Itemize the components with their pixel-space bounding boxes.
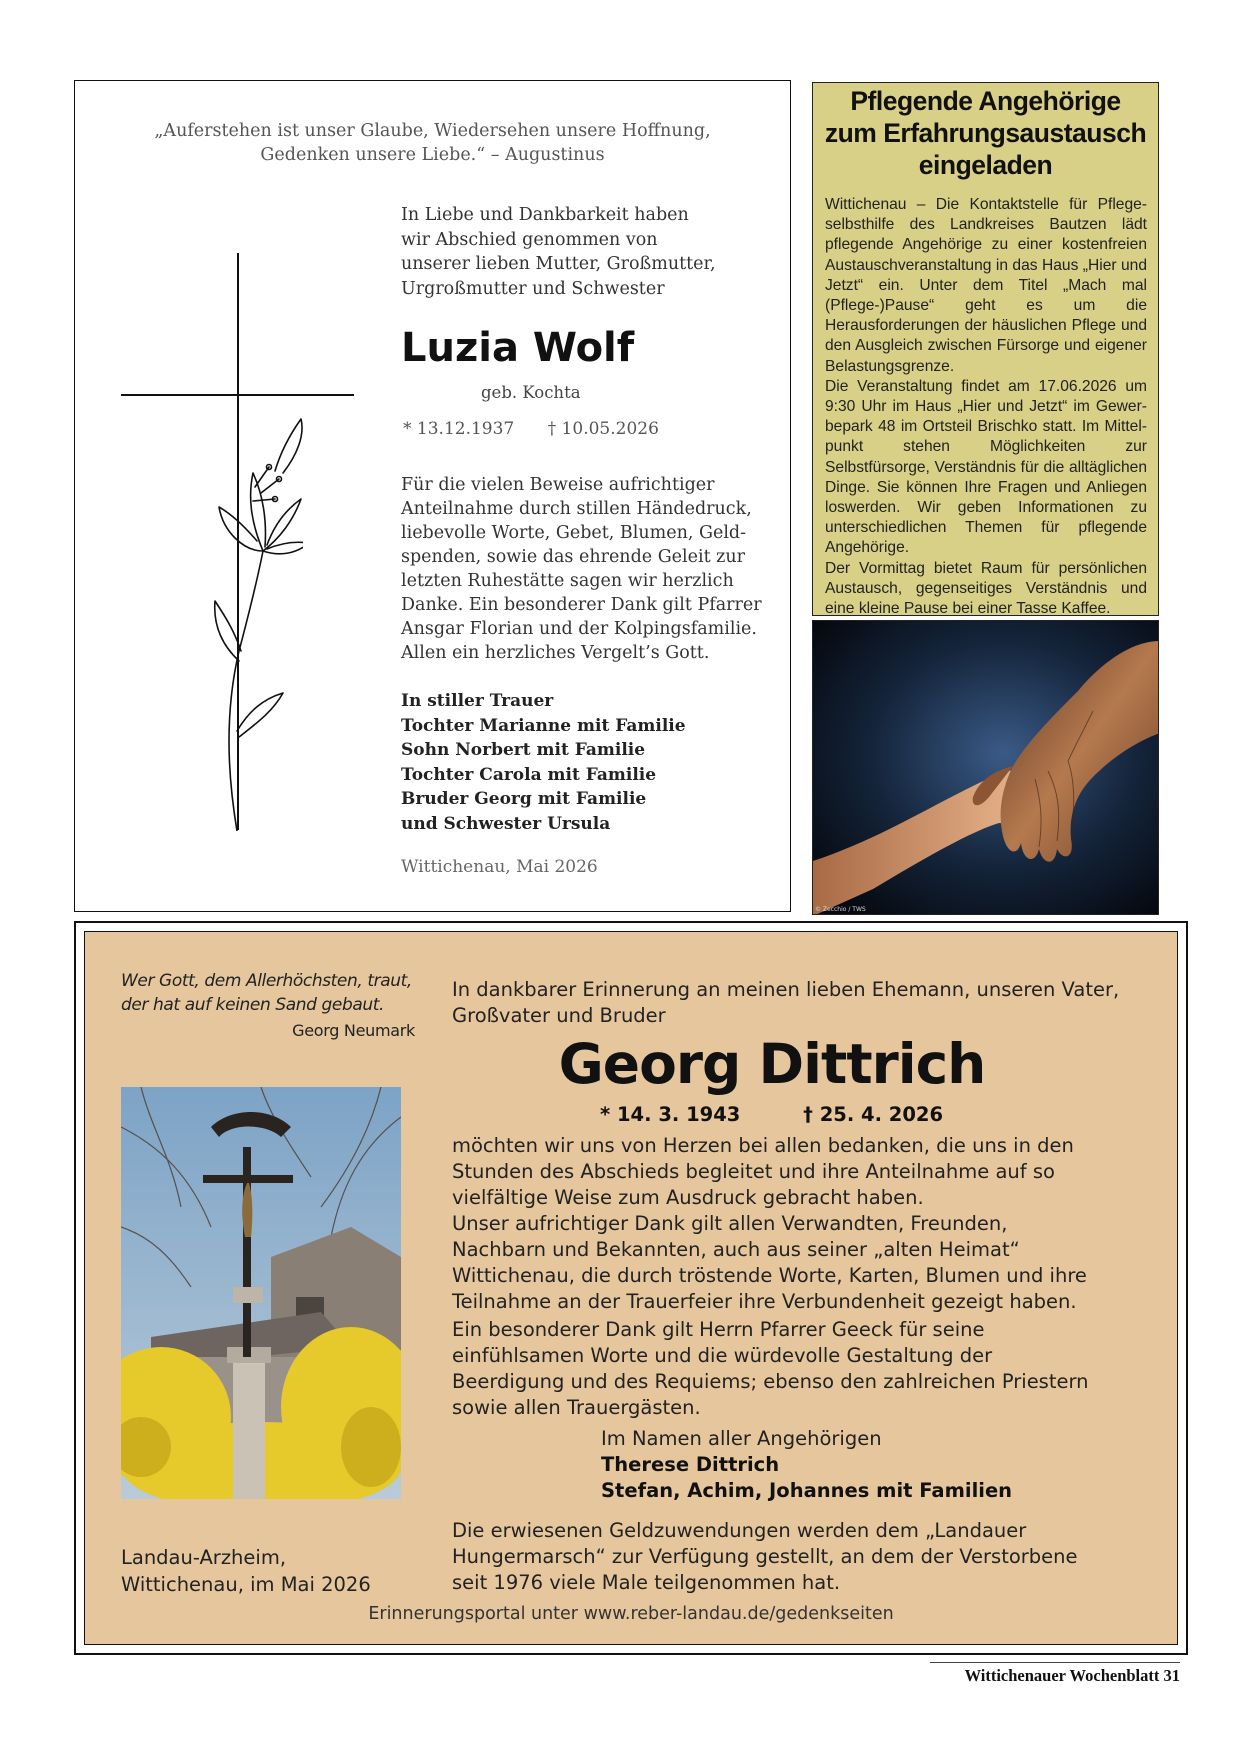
photo-credit: © Zecchio / TWS (815, 906, 866, 913)
thanks-line: Nachbarn und Bekannten, auch aus seiner „alten Heimat“ (452, 1238, 1020, 1261)
birth-date: * 14. 3. 1943 (600, 1103, 741, 1126)
thanks-line: Allen ein herzliches Vergelt’s Gott. (401, 643, 710, 663)
maiden-name: geb. Kochta (481, 383, 581, 402)
thanks-line: Wittichenau, die durch tröstende Worte, Karten, Blumen und ihre (452, 1264, 1087, 1287)
title-line: zum Erfahrungsaustausch (824, 118, 1147, 148)
obituary-intro (401, 203, 741, 301)
quote-line: Gedenken unsere Liebe.“ – Augustinus (260, 145, 605, 165)
memorial-portal-link: Erinnerungsportal unter www.reber-landau.de/gedenkseiten (368, 1604, 894, 1624)
intro-line: Urgroßmutter und Schwester (401, 278, 665, 299)
hands-image (813, 621, 1159, 915)
thanks-line: vielfältige Weise zum Ausdruck gebracht haben. (452, 1186, 924, 1209)
mourner-line: In stiller Trauer (401, 691, 554, 711)
note-line: Die erwiesenen Geldzuwendungen werden dem „Landauer (452, 1519, 1027, 1542)
deceased-name: Georg Dittrich (558, 1032, 986, 1096)
thanks-line: sowie allen Trauergästen. (452, 1396, 701, 1419)
death-date: † 10.05.2026 (547, 419, 659, 439)
mourner-line: Tochter Carola mit Familie (401, 764, 657, 785)
intro-line: unserer lieben Mutter, Großmutter, (401, 254, 716, 274)
mourner-line: Tochter Marianne mit Familie (401, 715, 686, 736)
obituary-intro (452, 977, 1152, 1029)
mourners-list (401, 689, 741, 836)
mourner-line: Sohn Norbert mit Familie (401, 740, 646, 760)
place-line: Landau-Arzheim, (121, 1546, 287, 1569)
sign-intro: Im Namen aller Angehörigen (601, 1427, 882, 1450)
notice-paragraph: Der Vormittag bietet Raum für persönlichen Austausch, gegenseitiges Verständnis und eine kleine Pause bei einer Tasse Kaffee. (825, 559, 1147, 618)
thanks-line: spenden, sowie das ehrende Geleit zur (401, 547, 746, 567)
obituary-quote (75, 119, 790, 167)
notice-paragraph: Wittichenau – Die Kontaktstelle für Pflege-selbsthilfe des Landkreises Bautzen lädt pflegende Angehörige zu einer kostenfreien Austauschveranstaltung in das Haus „Hier und Jetzt“ ein. Unter dem Titel „Mach mal (Pflege-)Pause“ geht es um die Herausforderungen der häuslichen Pflege und den Ausgleich zwischen Fürsorge und eigener Belastungsgrenze. (825, 196, 1147, 375)
notice-body (825, 195, 1147, 660)
caregiver-notice (812, 82, 1159, 616)
obituary-thanks (401, 473, 762, 665)
sign-name: Therese Dittrich (601, 1453, 780, 1476)
wayside-cross-image (121, 1087, 401, 1499)
verse-author: Georg Neumark (292, 1021, 415, 1040)
life-dates (403, 419, 743, 439)
obituary-luzia-wolf (74, 80, 791, 912)
obituary-georg-dittrich (84, 931, 1178, 1645)
wayside-cross-photo (121, 1087, 401, 1499)
donation-note (452, 1518, 1152, 1596)
intro-line: In Liebe und Dankbarkeit haben (401, 205, 689, 225)
thanks-line: Für die vielen Beweise aufrichtiger (401, 475, 715, 495)
cross-beam (121, 394, 354, 396)
place-date: Wittichenau, Mai 2026 (401, 857, 598, 877)
intro-line: wir Abschied genommen von (401, 229, 658, 250)
sign-name: Stefan, Achim, Johannes mit Familien (601, 1479, 1013, 1502)
place-line: Wittichenau, im Mai 2026 (121, 1573, 371, 1596)
obituary-thanks (452, 1133, 1152, 1421)
mourner-line: Bruder Georg mit Familie (401, 789, 647, 809)
verse-line: Wer Gott, dem Allerhöchsten, traut, (121, 971, 412, 991)
thanks-line: möchten wir uns von Herzen bei allen bedanken, die uns in den (452, 1134, 1074, 1157)
hands-photo (812, 620, 1159, 915)
title-line: Pflegende Angehörige (850, 86, 1121, 116)
intro-line: In dankbarer Erinnerung an meinen lieben Ehemann, unseren Vater, (452, 978, 1120, 1001)
verse-line: der hat auf keinen Sand gebaut. (121, 995, 385, 1015)
note-line: seit 1976 viele Male teilgenommen hat. (452, 1571, 841, 1594)
thanks-line: Danke. Ein besonderer Dank gilt Pfarrer (401, 595, 762, 615)
page-footer: Wittichenauer Wochenblatt 31 (930, 1662, 1180, 1686)
bible-verse (121, 969, 415, 1017)
lily-icon (183, 411, 303, 831)
title-line: eingeladen (918, 150, 1053, 180)
quote-line: „Auferstehen ist unser Glaube, Wiedersehen unsere Hoffnung, (154, 121, 711, 141)
thanks-line: liebevolle Worte, Gebet, Blumen, Geld- (401, 523, 747, 543)
deceased-name: Luzia Wolf (401, 325, 635, 371)
signature-block (601, 1426, 1101, 1504)
notice-title (813, 85, 1158, 181)
death-date: † 25. 4. 2026 (803, 1103, 944, 1126)
thanks-line: Anteilnahme durch stillen Händedruck, (401, 499, 752, 519)
thanks-line: Unser aufrichtiger Dank gilt allen Verwandten, Freunden, (452, 1212, 1008, 1235)
thanks-line: Ansgar Florian und der Kolpingsfamilie. (401, 619, 757, 639)
mourner-line: und Schwester Ursula (401, 813, 611, 834)
thanks-line: Ein besonderer Dank gilt Herrn Pfarrer Geeck für seine (452, 1318, 985, 1341)
thanks-line: Teilnahme an der Trauerfeier ihre Verbundenheit gezeigt haben. (452, 1290, 1077, 1313)
thanks-line: letzten Ruhestätte sagen wir herzlich (401, 571, 734, 591)
thanks-line: Beerdigung und des Requiems; ebenso den zahlreichen Priestern (452, 1370, 1089, 1393)
notice-paragraph: Die Veranstaltung findet am 17.06.2026 um 9:30 Uhr im Haus „Hier und Jetzt“ im Gewer-bepark 48 im Ortsteil Brischko statt. Im Mittel-punkt stehen Möglichkeiten zur Selbstfürsorge, Verständnis für die alltäglichen Dinge. Sie können Ihre Fragen und Anliegen loswerden. Wir geben Informationen zu unterschiedlichen Themen für pflegende Angehörige. (825, 377, 1147, 557)
life-dates (600, 1103, 943, 1126)
thanks-line: Stunden des Abschieds begleitet und ihre Anteilnahme auf so (452, 1160, 1055, 1183)
birth-date: * 13.12.1937 (403, 419, 515, 439)
intro-line: Großvater und Bruder (452, 1004, 666, 1027)
obituary-place-date (121, 1544, 421, 1598)
thanks-line: einfühlsamen Worte und die würdevolle Gestaltung der (452, 1344, 993, 1367)
note-line: Hungermarsch“ zur Verfügung gestellt, an dem der Verstorbene (452, 1545, 1078, 1568)
